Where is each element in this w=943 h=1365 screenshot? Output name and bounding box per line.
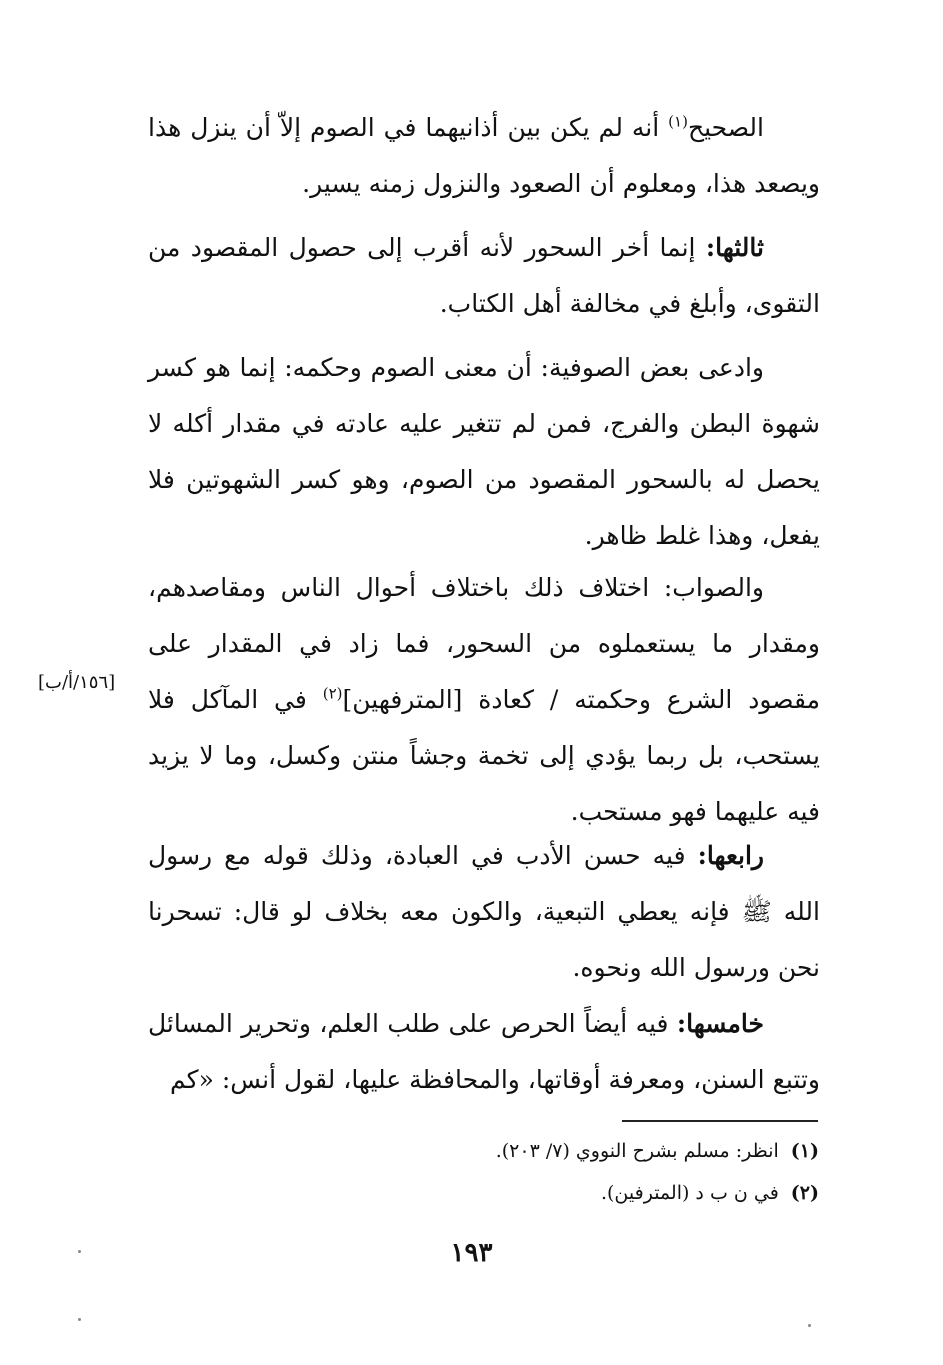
footnote-divider [622,1120,818,1122]
paragraph-3 [148,340,820,564]
paragraph-text: إنما أخر السحور لأنه أقرب إلى حصول المقصود من التقوى، وأبلغ في مخالفة أهل الكتاب. [148,233,820,318]
footnote-ref-2[interactable]: (٢) [322,684,343,703]
scan-speck [78,1250,81,1253]
paragraph-6 [148,996,820,1108]
footnote-number: (١) [790,1140,819,1162]
section-heading-fifth: خامسها: [676,1009,764,1038]
paragraph-1 [148,100,820,212]
footnote-number: (٢) [790,1182,819,1204]
section-heading-fourth: رابعها: [697,841,764,870]
footnote-text: في ن ب د (المترفين). [600,1182,779,1204]
paragraph-text: فيه أيضاً الحرص على طلب العلم، وتحرير المسائل وتتبع السنن، ومعرفة أوقاتها، والمحافظة عليها، لقول أنس: «كم [148,1009,820,1094]
paragraph-text-cont: في المآكل فلا يستحب، بل ربما يؤدي إلى تخمة وجشاً منتن وكسل، وما لا يزيد فيه عليهما فهو مستحب. [148,685,820,826]
paragraph-text: والصواب: اختلاف ذلك باختلاف أحوال الناس ومقاصدهم، ومقدار ما يستعملوه من السحور، فما زاد في المقدار على مقصود الشرع وحكمته / كعادة [المترفهين] [148,573,820,714]
scan-speck [78,1318,81,1321]
paragraph-text: الصحيح [687,113,764,142]
paragraph-text: وادعى بعض الصوفية: أن معنى الصوم وحكمه: إنما هو كسر شهوة البطن والفرج، فمن لم تتغير عليه عادته في مقدار أكله لا يحصل له بالسحور المقصود من الصوم، وهو كسر الشهوتين فلا يفعل، وهذا غلط ظاهر. [148,353,820,550]
paragraph-2 [148,220,820,332]
paragraph-text: فيه حسن الأدب في العبادة، وذلك قوله مع رسول الله ﷺ فإنه يعطي التبعية، والكون معه بخلاف لو قال: تسحرنا نحن ورسول الله ونحوه. [148,841,820,982]
footnote-2 [601,1182,819,1204]
paragraph-5 [148,828,820,996]
paragraph-text-cont: أنه لم يكن بين أذانيهما في الصوم إلاّ أن ينزل هذا ويصعد هذا، ومعلوم أن الصعود والنزول زمنه يسير. [148,113,820,198]
footnote-1 [496,1140,819,1162]
paragraph-4 [148,560,820,840]
page-number: ١٩٣ [450,1238,493,1268]
footnote-ref-1[interactable]: (١) [668,112,688,131]
manuscript-folio-note: [١٥٦/أ/ب] [38,672,116,693]
footnote-text: انظر: مسلم بشرح النووي (٧/ ٢٠٣). [495,1140,779,1162]
scan-speck [808,1324,811,1327]
section-heading-third: ثالثها: [705,233,764,262]
